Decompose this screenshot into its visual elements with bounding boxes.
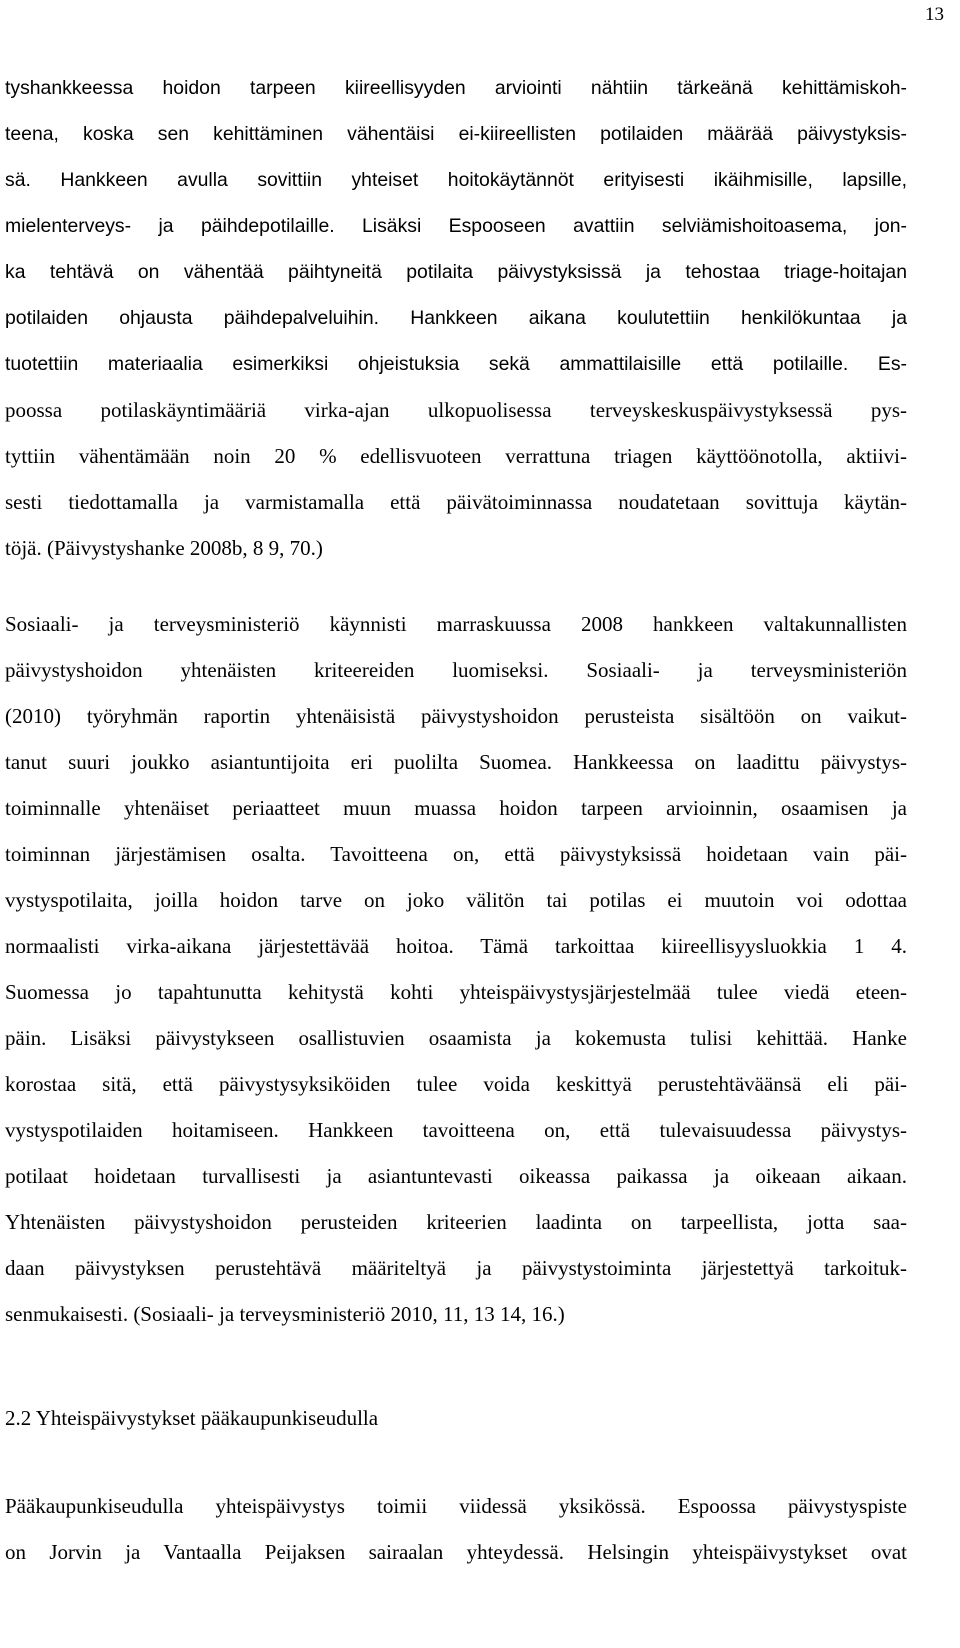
paragraph-line: (2010) työryhmän raportin yhtenäisistä päivystyshoidon perusteista sisältöön on vaikut-	[5, 704, 907, 728]
paragraph-line: tyshankkeessa hoidon tarpeen kiireellisyyden arviointi nähtiin tärkeänä kehittämiskoh-	[5, 77, 907, 99]
paragraph-line: potilaiden ohjausta päihdepalveluihin. Hankkeen aikana koulutettiin henkilökuntaa ja	[5, 307, 907, 329]
paragraph-line: töjä. (Päivystyshanke 2008b, 8 9, 70.)	[5, 536, 323, 560]
paragraph-line: Yhtenäisten päivystyshoidon perusteiden kriteerien laadinta on tarpeellista, jotta saa-	[5, 1210, 907, 1234]
paragraph-line: Sosiaali- ja terveysministeriö käynnisti marraskuussa 2008 hankkeen valtakunnallisten	[5, 612, 907, 636]
paragraph-line: toiminnan järjestämisen osalta. Tavoitteena on, että päivystyksissä hoidetaan vain päi-	[5, 842, 907, 866]
page-number: 13	[925, 4, 944, 25]
paragraph-line: tyttiin vähentämään noin 20 % edellisvuoteen verrattuna triagen käyttöönotolla, aktiivi-	[5, 444, 907, 468]
paragraph-line: mielenterveys- ja päihdepotilaille. Lisäksi Espooseen avattiin selviämishoitoasema, jon-	[5, 215, 907, 237]
paragraph-line: normaalisti virka-aikana järjestettävää hoitoa. Tämä tarkoittaa kiireellisyysluokkia 1 4.	[5, 934, 907, 958]
paragraph-line: päivystyshoidon yhtenäisten kriteereiden luomiseksi. Sosiaali- ja terveysministeriön	[5, 658, 907, 682]
paragraph-line: Pääkaupunkiseudulla yhteispäivystys toimii viidessä yksikössä. Espoossa päivystyspiste	[5, 1494, 907, 1518]
paragraph-line: toiminnalle yhtenäiset periaatteet muun muassa hoidon tarpeen arvioinnin, osaamisen ja	[5, 796, 907, 820]
paragraph-line: Suomessa jo tapahtunutta kehitystä kohti yhteispäivystysjärjestelmää tulee viedä eteen-	[5, 980, 907, 1004]
paragraph-line: päin. Lisäksi päivystykseen osallistuvien osaamista ja kokemusta tulisi kehittää. Hanke	[5, 1026, 907, 1050]
paragraph-line: poossa potilaskäyntimääriä virka-ajan ulkopuolisessa terveyskeskuspäivystyksessä pys-	[5, 398, 907, 422]
paragraph-line: daan päivystyksen perustehtävä määriteltyä ja päivystystoiminta järjestettyä tarkoituk-	[5, 1256, 907, 1280]
paragraph-line: sesti tiedottamalla ja varmistamalla että päivätoiminnassa noudatetaan sovittuja käytän-	[5, 490, 907, 514]
paragraph-line: tuotettiin materiaalia esimerkiksi ohjeistuksia sekä ammattilaisille että potilaille. Es-	[5, 353, 907, 375]
paragraph-line: on Jorvin ja Vantaalla Peijaksen sairaalan yhteydessä. Helsingin yhteispäivystykset ovat	[5, 1540, 907, 1564]
paragraph-line: vystyspotilaita, joilla hoidon tarve on joko välitön tai potilas ei muutoin voi odottaa	[5, 888, 907, 912]
section-heading: 2.2 Yhteispäivystykset pääkaupunkiseudulla	[5, 1406, 379, 1430]
paragraph-line: tanut suuri joukko asiantuntijoita eri puolilta Suomea. Hankkeessa on laadittu päivystys-	[5, 750, 907, 774]
paragraph-line: korostaa sitä, että päivystysyksiköiden tulee voida keskittyä perustehtäväänsä eli päi-	[5, 1072, 907, 1096]
paragraph-line: senmukaisesti. (Sosiaali- ja terveysministeriö 2010, 11, 13 14, 16.)	[5, 1302, 565, 1326]
paragraph-line: vystyspotilaiden hoitamiseen. Hankkeen tavoitteena on, että tulevaisuudessa päivystys-	[5, 1118, 907, 1142]
paragraph-line: potilaat hoidetaan turvallisesti ja asiantuntevasti oikeassa paikassa ja oikeaan aikaan.	[5, 1164, 907, 1188]
paragraph-line: ka tehtävä on vähentää päihtyneitä potilaita päivystyksissä ja tehostaa triage-hoitajan	[5, 261, 907, 283]
paragraph-line: sä. Hankkeen avulla sovittiin yhteiset hoitokäytännöt erityisesti ikäihmisille, lapsille,	[5, 169, 907, 191]
paragraph-line: teena, koska sen kehittäminen vähentäisi ei-kiireellisten potilaiden määrää päivystyksis-	[5, 123, 907, 145]
